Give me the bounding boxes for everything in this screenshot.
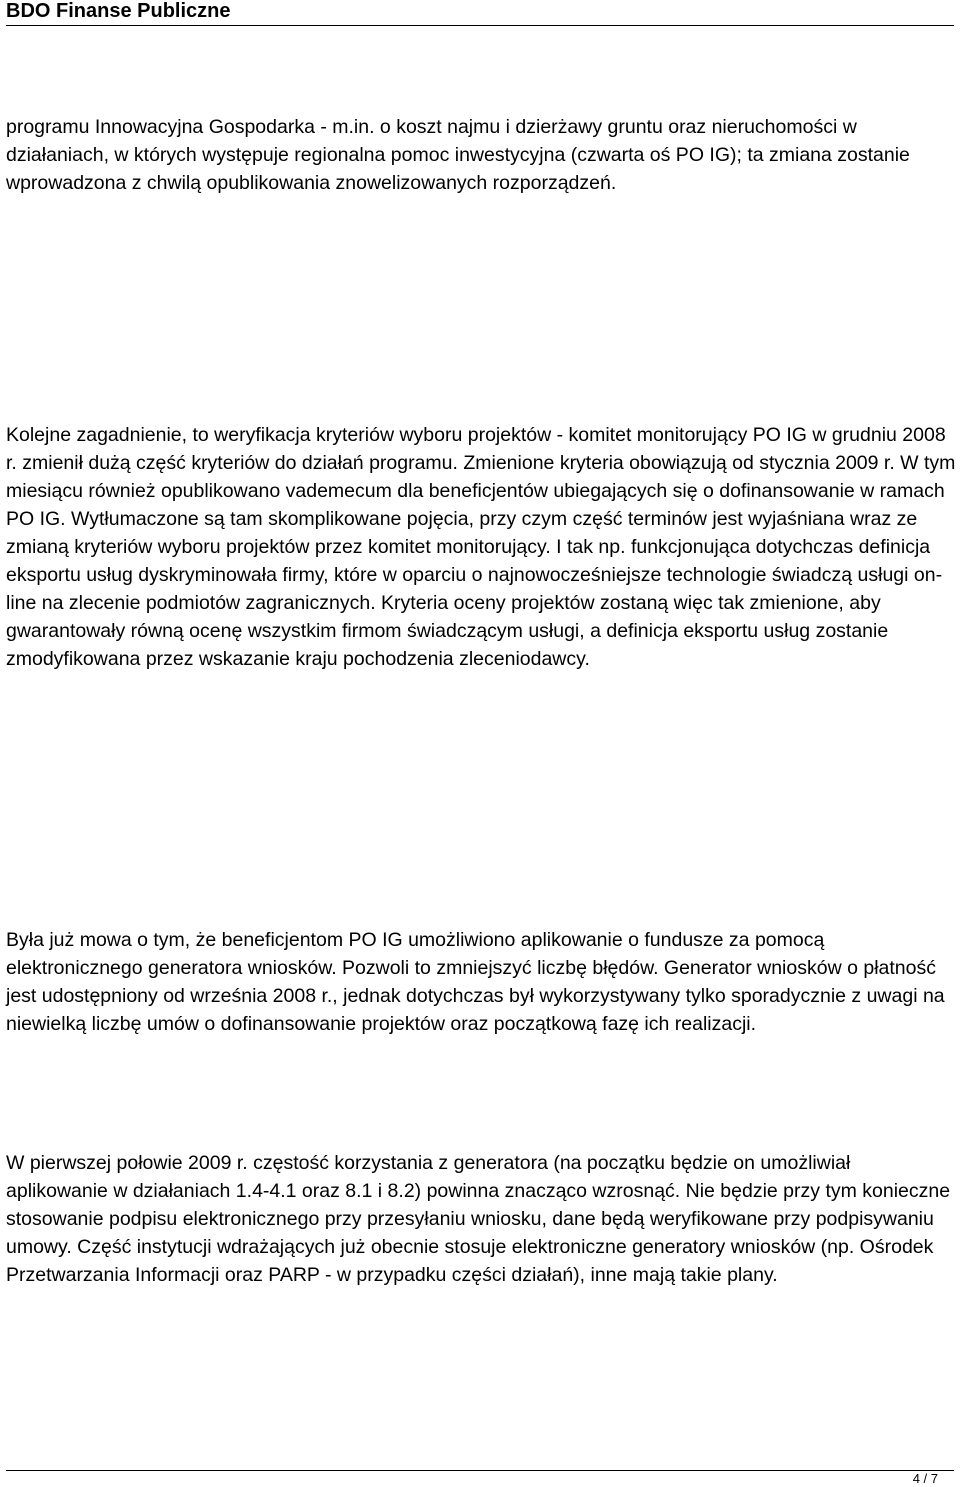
page-number: 4 / 7 <box>912 1471 938 1486</box>
header-divider <box>6 25 954 26</box>
document-header-title: BDO Finanse Publiczne <box>6 0 231 22</box>
paragraph-4: W pierwszej połowie 2009 r. częstość korzystania z generatora (na początku będzie on umożliwiał aplikowanie w działaniach 1.4-4.1 oraz 8.1 i 8.2) powinna znacząco wzrosnąć. Nie będzie przy tym konieczne stosowanie podpisu elektronicznego przy przesyłaniu wniosku, dane będą weryfikowane przy podpisywaniu umowy. Część instytucji wdrażających już obecnie stosuje elektroniczne generatory wniosków (np. Ośrodek Przetwarzania Informacji oraz PARP - w przypadku części działań), inne mają takie plany. <box>6 1152 951 1286</box>
paragraph-1: programu Innowacyjna Gospodarka - m.in. o koszt najmu i dzierżawy gruntu oraz nieruchomości w działaniach, w których występuje regionalna pomoc inwestycyjna (czwarta oś PO IG); ta zmiana zostanie wprowadzona z chwilą opublikowania znowelizowanych rozporządzeń. <box>6 116 910 194</box>
paragraph-2: Kolejne zagadnienie, to weryfikacja kryteriów wyboru projektów - komitet monitorujący PO IG w grudniu 2008 r. zmienił dużą część kryteriów do działań programu. Zmienione kryteria obowiązują od stycznia 2009 r. W tym miesiącu również opublikowano vademecum dla beneficjentów ubiegających się o dofinansowanie w ramach PO IG. Wytłumaczone są tam skomplikowane pojęcia, przy czym część terminów jest wyjaśniana wraz ze zmianą kryteriów wyboru projektów przez komitet monitorujący. I tak np. funkcjonująca dotychczas definicja eksportu usług dyskryminowała firmy, które w oparciu o najnowocześniejsze technologie świadczą usługi on-line na zlecenie podmiotów zagranicznych. Kryteria oceny projektów zostaną więc tak zmienione, aby gwarantowały równą ocenę wszystkim firmom świadczącym usługi, a definicja eksportu usług zostanie zmodyfikowana przez wskazanie kraju pochodzenia zleceniodawcy. <box>6 424 956 670</box>
paragraph-3: Była już mowa o tym, że beneficjentom PO IG umożliwiono aplikowanie o fundusze za pomocą elektronicznego generatora wniosków. Pozwoli to zmniejszyć liczbę błędów. Generator wniosków o płatność jest udostępniony od września 2008 r., jednak dotychczas był wykorzystywany tylko sporadycznie z uwagi na niewielką liczbę umów o dofinansowanie projektów oraz początkową fazę ich realizacji. <box>6 929 945 1035</box>
footer-divider <box>6 1470 954 1471</box>
